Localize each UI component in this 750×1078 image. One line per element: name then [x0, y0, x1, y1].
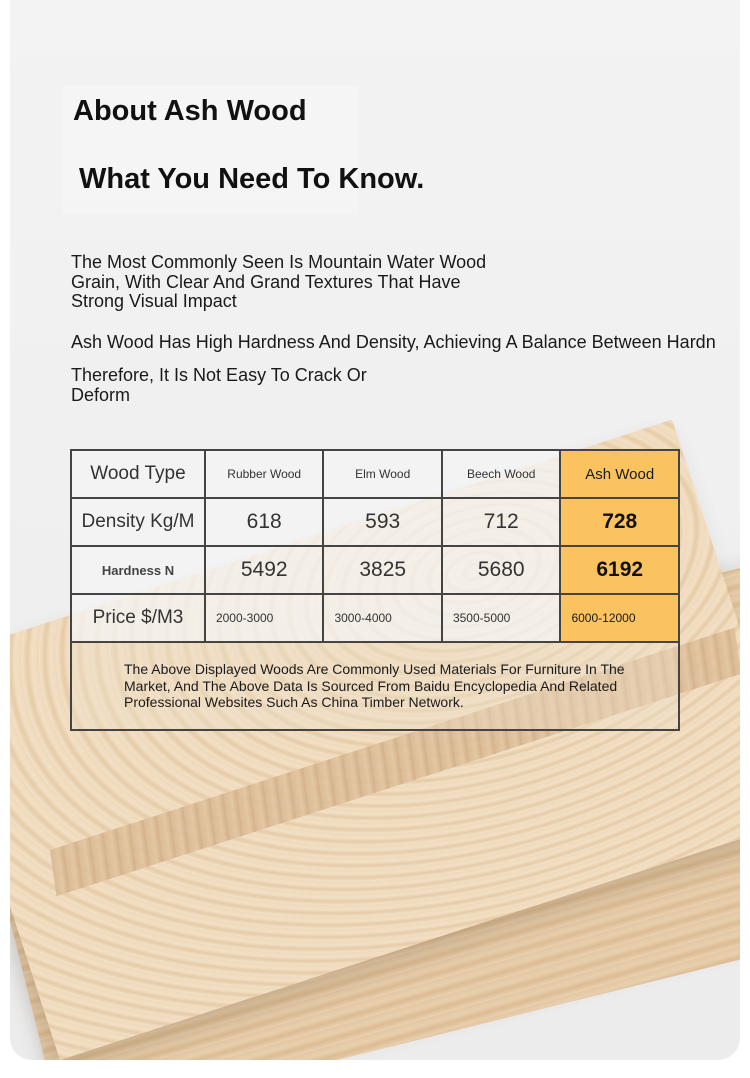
header-beech-wood: Beech Wood: [442, 450, 561, 498]
table-row-price: [71, 594, 679, 642]
page-title: About Ash Wood: [73, 95, 307, 127]
table-header-row: [71, 450, 679, 498]
price-ash-cell: 6000-12000: [560, 594, 679, 642]
source-note: The Above Displayed Woods Are Commonly Used Materials For Furniture In The Market, And The Above Data Is Sourced From Baidu Encyclopedia And Related Professional Websites Such As China Timber Network.: [71, 642, 679, 730]
hardness-ash-cell: 6192: [560, 546, 679, 594]
header-rubber-wood: Rubber Wood: [205, 450, 324, 498]
hardness-description: Ash Wood Has High Hardness And Density, Achieving A Balance Between Hardn: [71, 333, 716, 352]
grain-description: The Most Commonly Seen Is Mountain Water Wood Grain, With Clear And Grand Textures That Have Strong Visual Impact: [71, 252, 487, 311]
density-ash-cell: 728: [560, 498, 679, 546]
page-subtitle: What You Need To Know.: [79, 163, 425, 195]
price-beech-cell: 3500-5000: [442, 594, 561, 642]
hardness-elm-cell: 3825: [323, 546, 442, 594]
header-elm-wood: Elm Wood: [323, 450, 442, 498]
price-rubber-cell: 2000-3000: [205, 594, 324, 642]
header-label-cell: Wood Type: [71, 450, 205, 498]
hardness-beech-cell: 5680: [442, 546, 561, 594]
table-note-row: [71, 642, 679, 730]
hardness-rubber-cell: 5492: [205, 546, 324, 594]
header-ash-wood: Ash Wood: [560, 450, 679, 498]
conclusion-description: Therefore, It Is Not Easy To Crack Or Deform: [71, 365, 367, 405]
table-row-density: [71, 498, 679, 546]
hardness-label-cell: Hardness N: [71, 546, 205, 594]
price-label-cell: Price $/M3: [71, 594, 205, 642]
density-rubber-cell: 618: [205, 498, 324, 546]
density-elm-cell: 593: [323, 498, 442, 546]
table-row-hardness: [71, 546, 679, 594]
density-label-cell: Density Kg/M: [71, 498, 205, 546]
density-beech-cell: 712: [442, 498, 561, 546]
wood-comparison-table: [70, 449, 680, 731]
price-elm-cell: 3000-4000: [323, 594, 442, 642]
